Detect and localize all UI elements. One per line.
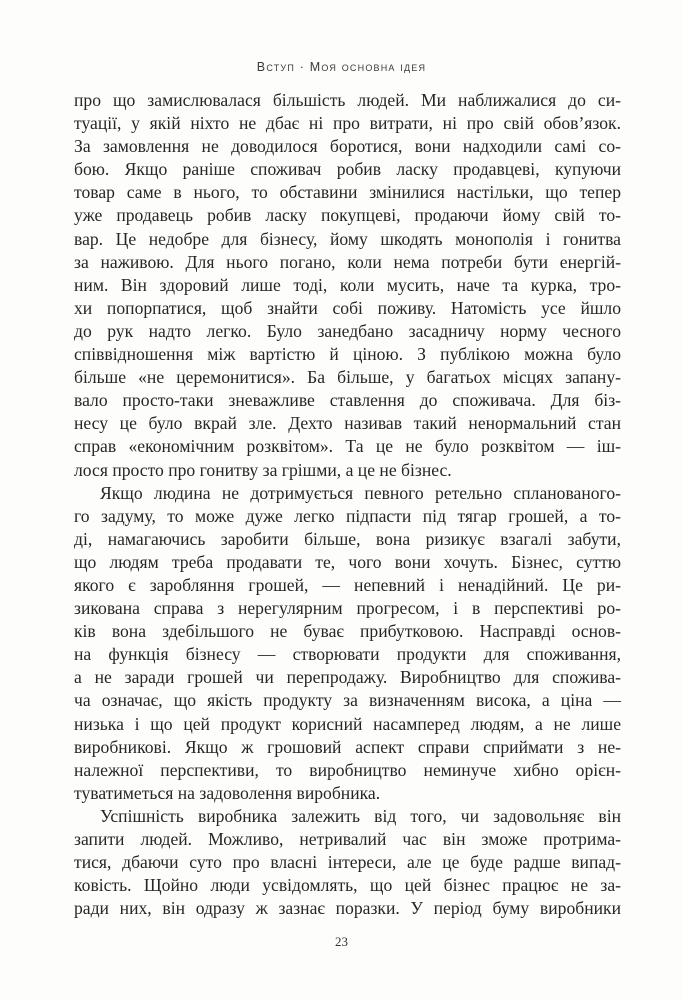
- text-line: якого є заробляння грошей, — непевний і ненадійний. Це ри-: [74, 574, 621, 595]
- text-line: низька і що цей продукт корисний насамперед людям, а не лише: [74, 713, 621, 734]
- text-line: ча означає, що якість продукту за визначенням висока, а ціна —: [74, 690, 621, 711]
- text-line: ним. Він здоровий лише тоді, коли мусить, наче та курка, тро-: [74, 274, 621, 295]
- text-line: товар саме в нього, то обставини змінилися настільки, що тепер: [74, 182, 621, 203]
- text-line: Успішність виробника залежить від того, чи задовольняє він: [100, 805, 621, 826]
- text-line: лося просто про гонитву за грішми, а це не бізнес.: [74, 459, 452, 480]
- text-line: ради них, він одразу ж зазнає поразки. У період буму виробники: [74, 898, 621, 919]
- text-line: уже продавець робив ласку покупцеві, продаючи йому свій то-: [74, 205, 621, 226]
- text-line: більше «не церемонитися». Ба більше, у багатьох місцях запану-: [74, 367, 621, 388]
- page-body-text: [74, 89, 621, 920]
- text-line: співвідношення між вартістю й ціною. З публікою можна було: [74, 344, 621, 365]
- text-line: за наживою. Для нього погано, коли нема потреби бути енергій-: [74, 251, 621, 272]
- paragraph: [74, 805, 621, 920]
- text-line: належної перспективи, то виробництво неминуче хибно орієн-: [74, 759, 621, 780]
- text-line: що людям треба продавати те, чого вони хочуть. Бізнес, суттю: [74, 551, 621, 572]
- text-line: ковість. Щойно люди усвідомлять, що цей бізнес працює не за-: [74, 875, 621, 896]
- text-line: про що замислювалася більшість людей. Ми наближалися до си-: [74, 90, 621, 110]
- text-line: го задуму, то може дуже легко підпасти під тягар грошей, а то-: [74, 505, 621, 526]
- text-line: до рук надто легко. Було занедбано засадничу норму чесного: [74, 320, 621, 341]
- text-line: зикована справа з нерегулярним прогресом, і в перспективі ро-: [74, 598, 621, 619]
- text-line: справ «економічним розквітом». Та це не було розквітом — іш-: [74, 436, 621, 457]
- text-line: туації, у якій ніхто не дбає ні про витрати, ні про свій обов’язок.: [74, 113, 621, 134]
- paragraph: [74, 482, 621, 805]
- text-line: За замовлення не доводилося боротися, вони надходили самі со-: [74, 136, 621, 157]
- running-header: Вступ · Моя основна ідея: [256, 60, 427, 74]
- text-line: бою. Якщо раніше споживач робив ласку продавцеві, купуючи: [74, 159, 621, 180]
- text-line: ків вона здебільшого не буває прибутковою. Насправді основ-: [74, 621, 621, 642]
- text-line: ді, намагаючись заробити більше, вона ризикує взагалі забути,: [74, 528, 621, 549]
- text-line: виробникові. Якщо ж грошовий аспект справи сприймати з не-: [74, 736, 621, 757]
- text-line: вало просто-таки зневажливе ставлення до споживача. Для біз-: [74, 390, 621, 411]
- text-line: на функція бізнесу — створювати продукти для споживання,: [74, 644, 621, 665]
- text-line: Якщо людина не дотримується певного ретельно спланованого-: [100, 482, 621, 503]
- text-line: запити людей. Можливо, нетривалий час він зможе протрима-: [74, 829, 621, 849]
- text-line: тися, дбаючи суто про власні інтереси, але це буде радше випад-: [74, 852, 621, 873]
- text-line: туватиметься на задоволення виробника.: [74, 782, 381, 803]
- text-line: вар. Це недобре для бізнесу, йому шкодять монополія і гонитва: [74, 228, 621, 249]
- text-line: хи попорпатися, щоб знайти собі поживу. Натомість усе йшло: [74, 297, 621, 318]
- text-line: а не заради грошей чи перепродажу. Виробництво для спожива-: [74, 667, 621, 688]
- text-line: несу це було вкрай зле. Дехто називав такий ненормальний стан: [74, 413, 621, 434]
- page-number: 23: [335, 934, 348, 949]
- paragraph: [74, 89, 621, 482]
